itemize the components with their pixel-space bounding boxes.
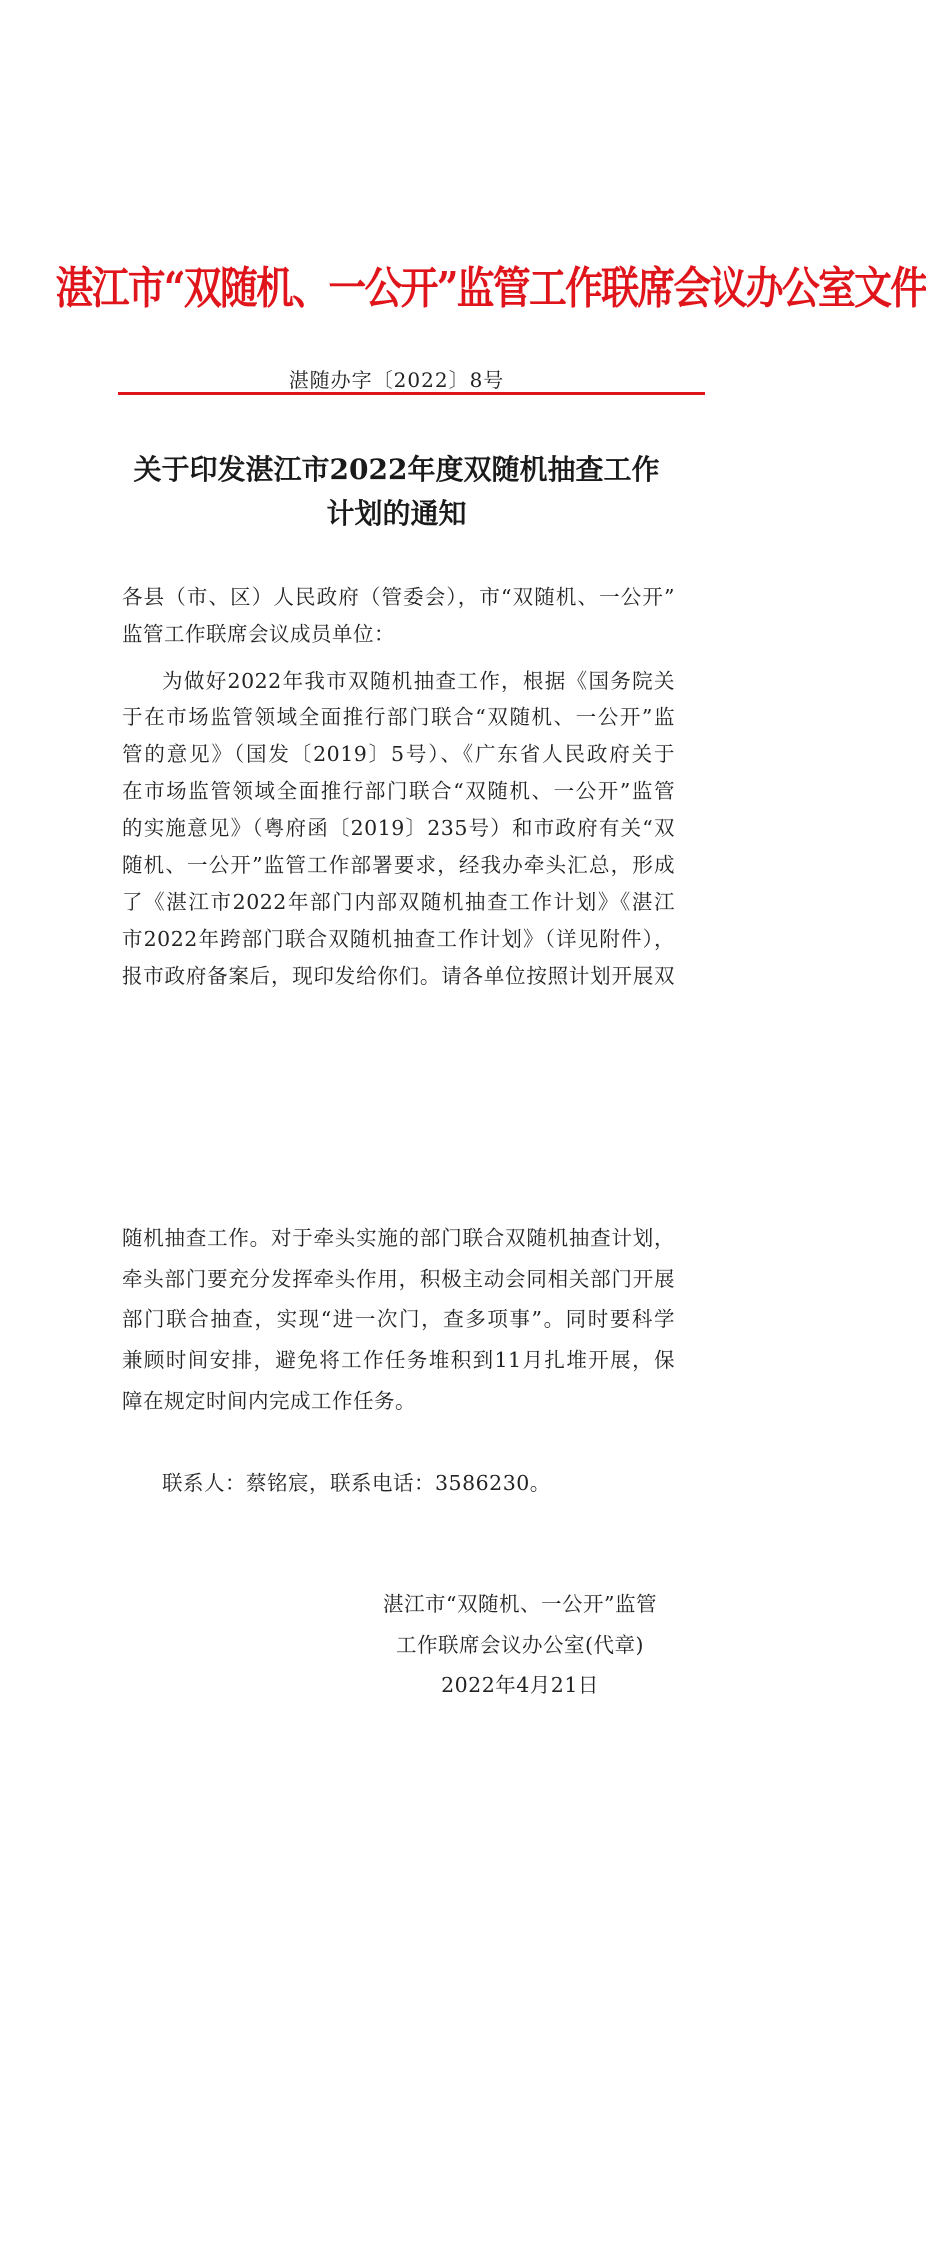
body-line: 随机、一公开”监管工作部署要求，经我办牵头汇总，形成	[122, 853, 675, 877]
body-line: 部门联合抽查，实现“进一次门，查多项事”。同时要科学	[122, 1307, 675, 1331]
body-line: 于在市场监管领域全面推行部门联合“双随机、一公开”监	[122, 705, 675, 729]
document-number: 湛随办字〔2022〕8号	[288, 368, 505, 392]
body-line: 的实施意见》（粤府函〔2019〕235号）和市政府有关“双	[122, 816, 675, 840]
salutation-line: 各县（市、区）人民政府（管委会），市“双随机、一公开”	[122, 585, 675, 609]
title-line: 关于印发湛江市2022年度双随机抽查工作	[133, 453, 660, 486]
document-title	[110, 448, 683, 536]
contact-info: 联系人：蔡铭宸，联系电话：3586230。	[162, 1471, 551, 1495]
signature-org-line: 湛江市“双随机、一公开”监管	[383, 1592, 657, 1616]
signature-org-line: 工作联席会议办公室(代章)	[396, 1633, 644, 1657]
body-line: 随机抽查工作。对于牵头实施的部门联合双随机抽查计划，	[122, 1226, 675, 1250]
title-line: 计划的通知	[326, 497, 467, 530]
signature-date: 2022年4月21日	[441, 1673, 599, 1697]
body-line: 报市政府备案后，现印发给你们。请各单位按照计划开展双	[122, 964, 675, 988]
body-line: 了《湛江市2022年部门内部双随机抽查工作计划》《湛江	[122, 890, 675, 914]
body-line: 兼顾时间安排，避免将工作任务堆积到11月扎堆开展，保	[122, 1348, 675, 1372]
body-line: 障在规定时间内完成工作任务。	[122, 1389, 416, 1413]
document-masthead: 湛江市“双随机、一公开”监管工作联席会议办公室文件	[55, 263, 926, 314]
body-line: 市2022年跨部门联合双随机抽查工作计划》（详见附件），	[122, 927, 675, 951]
red-divider-line	[118, 392, 705, 395]
body-line: 在市场监管领域全面推行部门联合“双随机、一公开”监管	[122, 779, 675, 803]
body-line: 牵头部门要充分发挥牵头作用，积极主动会同相关部门开展	[122, 1267, 675, 1291]
salutation-line: 监管工作联席会议成员单位：	[122, 622, 395, 646]
body-line: 管的意见》（国发〔2019〕5号）、《广东省人民政府关于	[122, 742, 675, 766]
body-line: 为做好2022年我市双随机抽查工作，根据《国务院关	[162, 669, 675, 693]
